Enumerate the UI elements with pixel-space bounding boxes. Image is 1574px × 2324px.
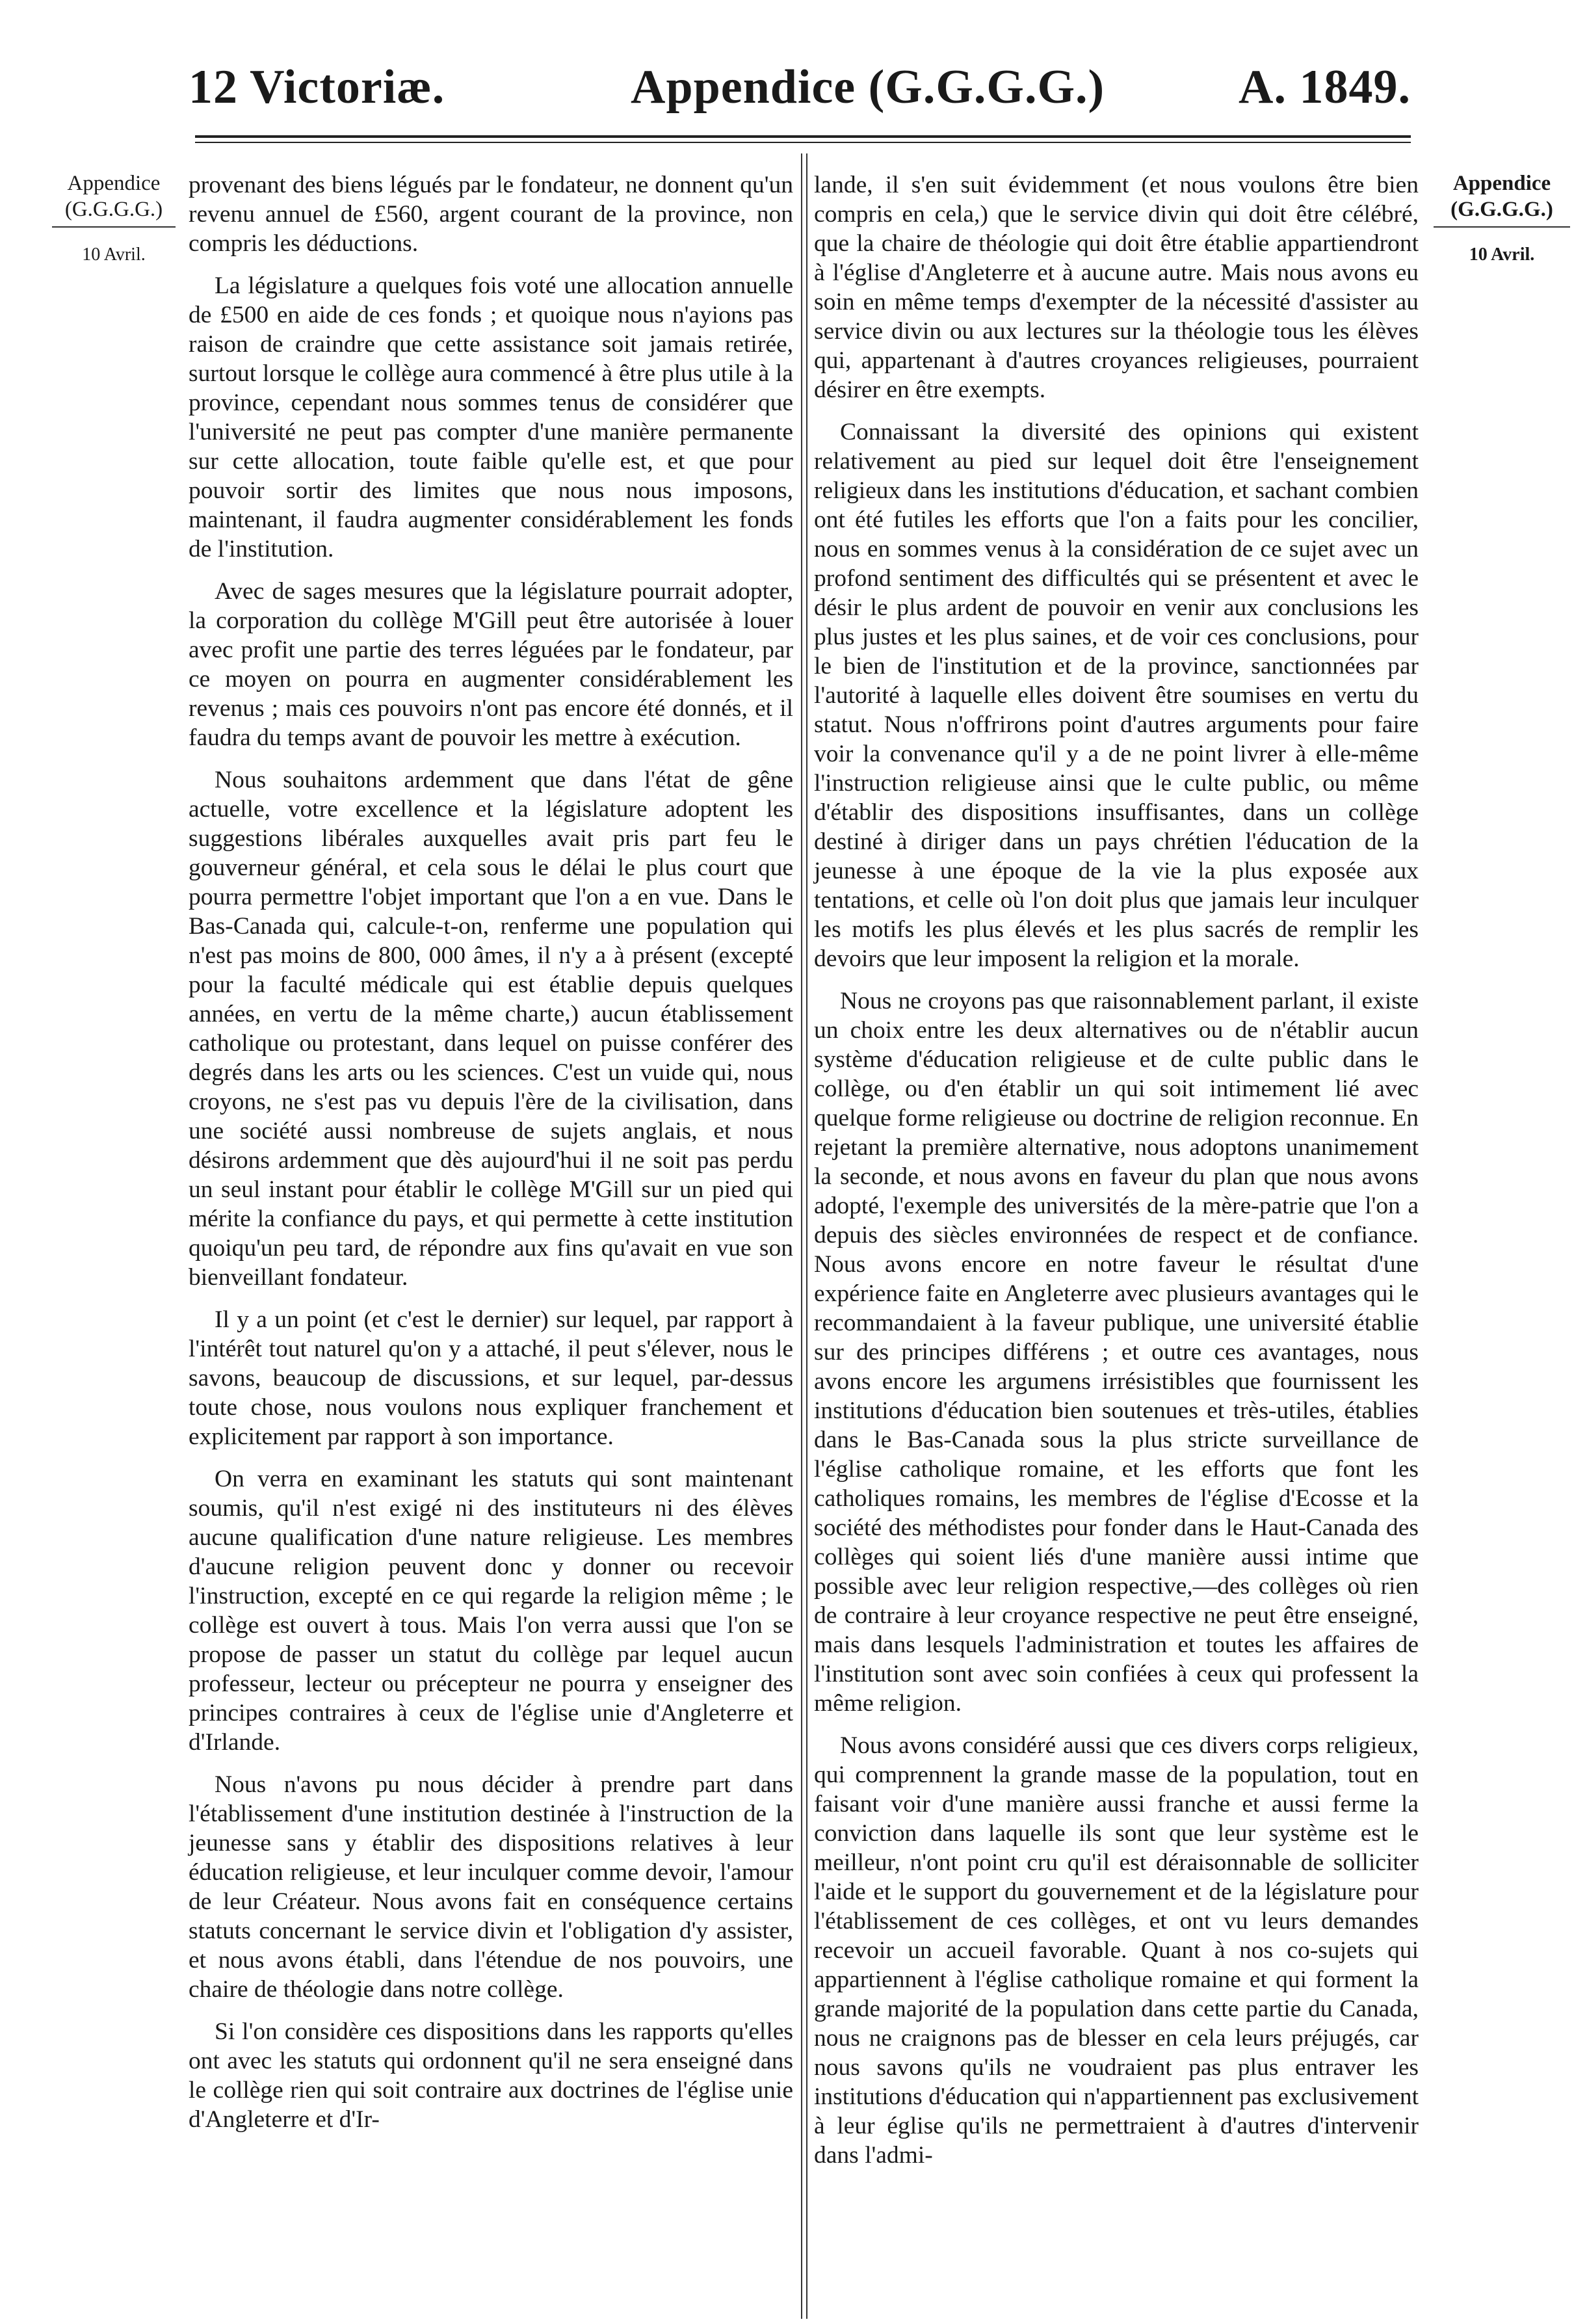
right-margin-rule [1434, 226, 1570, 228]
left-margin-rule [52, 226, 176, 228]
header-appendix-title: Appendice (G.G.G.G.) [631, 60, 1105, 114]
left-margin-note [46, 170, 182, 268]
header-year: A. 1849. [1239, 60, 1411, 114]
paragraph: Nous ne croyons pas que raisonnablement parlant, il existe un choix entre les deux alternatives ou de n'établir aucun système d'éducation religieuse et de culte public dans le collège, ou d'en établir un qui soit intimement lié avec quelque forme religieuse ou doctrine de religion reconnue. En rejetant la première alternative, nous adoptons unanimement la seconde, et nous avons en faveur du plan que nous avons adopté, l'exemple des universités de la mère-patrie que l'on a depuis des siècles environnées de respect et de confiance. Nous avons encore en notre faveur le résultat d'une expérience faite en Angleterre avec plusieurs avantages qui le recommandaient à la faveur publique, une université établie sur des principes différens ; et outre ces avantages, nous avons encore les argumens irrésistibles que fournissent les institutions d'éducation bien soutenues et très-utiles, établies dans le Bas-Canada sous la plus stricte surveillance de l'église catholique romaine, et les efforts que font les catholiques romains, les membres de l'église d'Ecosse et la société des méthodistes pour fonder dans le Haut-Canada des collèges qui soient liés d'une manière aussi intime que possible avec leur religion respective,—des collèges où rien de contraire à leur croyance respective ne peut être enseigné, mais dans lesquels l'administration et toutes les affaires de l'institution sont avec soin confiées à ceux qui professent la même religion. [814, 988, 1419, 1717]
page-header [163, 60, 1411, 131]
paragraph: Nous avons considéré aussi que ces divers corps religieux, qui comprennent la grande masse de la population, tout en faisant voir d'une manière aussi franche et aussi ferme la conviction dans laquelle ils sont que leur système est le meilleur, n'ont point cru qu'il est déraisonnable de solliciter l'aide et le support du gouvernement et de la législature pour l'établissement de ces collèges, et ont vu leurs demandes recevoir un accueil favorable. Quant à nos co-sujets qui appartiennent à l'église catholique romaine et qui forment la grande majorité de la population dans cette partie du Canada, nous ne craignons pas de blesser en cela leurs préjugés, car nous savons qu'ils ne voudraient pas plus entraver les institutions d'éducation qui n'appartiennent pas exclusivement à leur église qu'ils ne permettraient à d'autres d'intervenir dans l'admi- [814, 1732, 1419, 2169]
right-margin-appendix-label: Appendice [1452, 172, 1551, 195]
left-column [189, 170, 793, 2147]
right-column [814, 170, 1419, 2183]
paragraph: provenant des biens légués par le fondateur, ne donnent qu'un revenu annuel de £560, argent courant de la province, non compris les déductions. [189, 172, 793, 257]
left-margin-appendix-label: Appendice [67, 172, 161, 195]
right-margin-note [1427, 170, 1574, 268]
left-margin-appendix-code: (G.G.G.G.) [64, 198, 163, 221]
header-rule-thin [195, 142, 1411, 143]
paragraph: Nous souhaitons ardemment que dans l'état de gêne actuelle, votre excellence et la législature adoptent les suggestions libérales auxquelles avait pris part feu le gouverneur général, et cela sous le délai le plus court que pourra permettre l'objet important que l'on a en vue. Dans le Bas-Canada qui, calcule-t-on, renferme une population qui n'est pas moins de 800, 000 âmes, il n'y a à présent (excepté pour la faculté médicale qui est établie depuis quelques années, en vertu de la même charte,) aucun établissement catholique ou protestant, dans lequel on puisse conférer des degrés dans les arts ou les sciences. C'est un vuide qui, nous croyons, ne s'est pas vu depuis l'ère de la civilisation, dans une société aussi nombreuse de sujets anglais, et nous désirons ardemment que dès aujourd'hui il ne soit pas perdu un seul instant pour établir le collège M'Gill sur un pied qui mérite la confiance du pays, et qui permette à cette institution quoiqu'un peu tard, de répondre aux fins qu'avait en vue son bienveillant fondateur. [189, 767, 793, 1291]
paragraph: Nous n'avons pu nous décider à prendre part dans l'établissement d'une institution destinée à l'instruction de la jeunesse sans y établir des dispositions relatives à leur éducation religieuse, et leur inculquer comme devoir, l'amour de leur Créateur. Nous avons fait en conséquence certains statuts concernant le service divin et l'obligation d'y assister, et nous avons établi, dans l'étendue de nos pouvoirs, une chaire de théologie dans notre collège. [189, 1771, 793, 2003]
paragraph: La législature a quelques fois voté une allocation annuelle de £500 en aide de ces fonds ; et quoique nous n'ayions pas raison de craindre que cette assistance soit jamais retirée, surtout lorsque le collège aura commencé à être plus utile à la province, cependant nous sommes tenus de considérer que l'université ne peut pas compter d'une manière permanente sur cette allocation, toute faible qu'elle est, et que pour pouvoir sortir des limites que nous nous imposons, maintenant, il faudra augmenter considérablement les fonds de l'institution. [189, 272, 793, 562]
header-rule-thick [195, 135, 1411, 138]
paragraph: Il y a un point (et c'est le dernier) sur lequel, par rapport à l'intérêt tout naturel qu'on y a attaché, il peut s'élever, nous le savons, beaucoup de discussions, et sur lequel, par-dessus toute chose, nous voulons nous expliquer franchement et explicitement par rapport à son importance. [189, 1306, 793, 1450]
paragraph: Si l'on considère ces dispositions dans les rapports qu'elles ont avec les statuts qui ordonnent qu'il ne sera enseigné dans le collège rien qui soit contraire aux doctrines de l'église unie d'Angleterre et d'Ir- [189, 2018, 793, 2133]
header-session: 12 Victoriæ. [189, 60, 445, 114]
paragraph: lande, il s'en suit évidemment (et nous voulons être bien compris en cela,) que le service divin qui doit être célébré, que la chaire de théologie qui doit être établie appartiendront à l'église d'Angleterre et à aucune autre. Mais nous avons eu soin en même temps d'exempter de la nécessité d'assister au service divin ou aux lectures sur la théologie tous les élèves qui, appartenant à d'autres croyances religieuses, pourraient désirer en être exempts. [814, 172, 1419, 403]
left-margin-date: 10 Avril. [82, 244, 146, 265]
right-margin-date: 10 Avril. [1469, 244, 1535, 265]
right-margin-appendix-code: (G.G.G.G.) [1450, 198, 1553, 221]
paragraph: Connaissant la diversité des opinions qui existent relativement au pied sur lequel doit être l'enseignement religieux dans les institutions d'éducation, et sachant combien ont été futiles les efforts que l'on a faits pour les concilier, nous en sommes venus à la considération de ce sujet avec un profond sentiment des difficultés qui se présentent et avec le désir le plus ardent de pouvoir en venir aux conclusions les plus justes et les plus saines, et de voir ces conclusions, pour le bien de l'institution et de la province, sanctionnées par l'autorité à laquelle elles doivent être soumises en vertu du statut. Nous n'offrirons point d'autres arguments pour faire voir la convenance qu'il y a de ne point livrer à elle-même l'instruction religieuse ainsi que le culte public, ou même d'établir des dispositions insuffisantes, dans un collège destiné à diriger dans un pays chrétien l'éducation de la jeunesse à une époque de la vie la plus exposée aux tentations, et celle où l'on doit plus que jamais leur inculquer les motifs les plus élevés et les plus sacrés de remplir les devoirs que leur imposent la religion et la morale. [814, 419, 1419, 972]
paragraph: On verra en examinant les statuts qui sont maintenant soumis, qu'il n'est exigé ni des instituteurs ni des élèves aucune qualification d'une nature religieuse. Les membres d'aucune religion peuvent donc y donner ou recevoir l'instruction, excepté en ce qui regarde la religion même ; le collège est ouvert à tous. Mais l'on verra aussi que l'on se propose de passer un statut du collège par lequel aucun professeur, lecteur ou précepteur ne pourra y enseigner des principes contraires à ceux de l'église unie d'Angleterre et d'Irlande. [189, 1466, 793, 1756]
column-divider [801, 153, 807, 2319]
paragraph: Avec de sages mesures que la législature pourrait adopter, la corporation du collège M'Gill peut être autorisée à louer avec profit une partie des terres léguées par le fondateur, par ce moyen on pourra en augmenter considérablement les revenus ; mais ces pouvoirs n'ont pas encore été donnés, et il faudra du temps avant de pouvoir les mettre à exécution. [189, 578, 793, 751]
